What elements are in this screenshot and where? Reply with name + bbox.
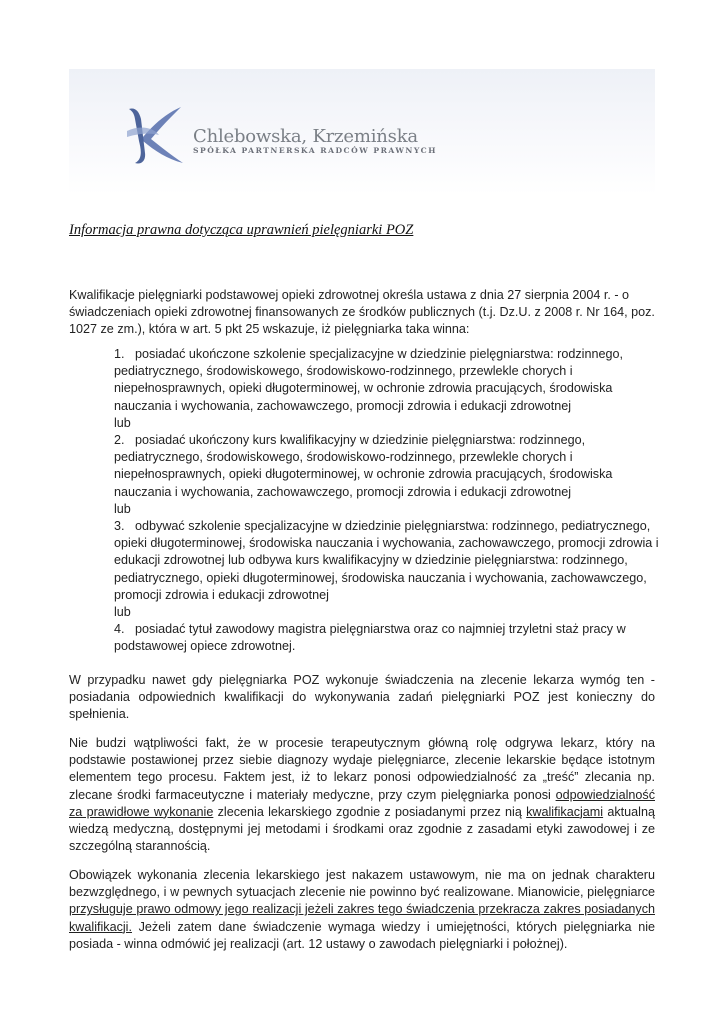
paragraph-text: Nie budzi wątpliwości fakt, że w procesie terapeutycznym główną rolę odgrywa lekarz, który na podstawie postawionej przez siebie diagnozy wydaje pielęgniarce, zlecenie lekarskie będące istotnym elementem tego procesu. Faktem jest, iż to lekarz ponosi odpowiedzialność za „treść” zlecania np. zlecane środki farmaceutyczne i materiały medyczne, przy czym pielęgniarka ponosi bbox=[69, 736, 655, 802]
paragraph-physician-role bbox=[69, 735, 655, 855]
list-item-number: 2. bbox=[114, 433, 125, 448]
list-item-text: posiadać ukończone szkolenie specjalizacyjne w dziedzinie pielęgniarstwa: rodzinnego, pediatrycznego, środowiskowego, środowiskowo-rodzinnego, przewlekle chorych i niepełnosprawnych, opieki długoterminowej, w ochronie zdrowia pracujących, środowiska nauczania i wychowania, zachowawczego, promocji zdrowia i edukacji zdrowotnej bbox=[114, 347, 623, 413]
underlined-text: przysługuje prawo odmowy jego realizacji jeżeli zakres tego świadczenia przekracza zakres posiadanych kwalifikacji. bbox=[69, 902, 655, 934]
list-item bbox=[114, 346, 659, 415]
paragraph-qualifications-required: W przypadku nawet gdy pielęgniarka POZ wykonuje świadczenia na zlecenie lekarza wymóg ten - posiadania odpowiednich kwalifikacji do wykonywania zadań pielęgniarki POZ jest konieczny do spełnienia. bbox=[69, 673, 655, 722]
firm-name: Chlebowska, Krzemińska bbox=[193, 126, 418, 147]
stylized-k-logo-icon bbox=[119, 101, 189, 171]
paragraph-text: zlecenia lekarskiego zgodnie z posiadanymi przez nią bbox=[213, 804, 527, 819]
header-banner bbox=[69, 69, 655, 195]
paragraph-text: aktualną wiedzą medyczną, dostępnymi jej metodami i środkami oraz zgodnie z zasadami etyki zawodowej i ze szczególną starannością. bbox=[69, 804, 655, 854]
document-title: Informacja prawna dotycząca uprawnień pielęgniarki POZ bbox=[69, 222, 414, 238]
list-item-text: posiadać tytuł zawodowy magistra pielęgniarstwa oraz co najmniej trzyletni staż pracy w podstawowej opiece zdrowotnej. bbox=[114, 622, 626, 654]
list-item-text: odbywać szkolenie specjalizacyjne w dziedzinie pielęgniarstwa: rodzinnego, pediatrycznego, opieki długoterminowej, środowiska nauczania i wychowania, zachowawczego, promocji zdrowia i edukacji zdrowotnej lub odbywa kurs kwalifikacyjny w dziedzinie pielęgniarstwa: rodzinnego, pediatrycznego, opieki długoterminowej, środowiska nauczania i wychowania, zachowawczego, promocji zdrowia i edukacji zdrowotnej bbox=[114, 519, 659, 602]
list-item bbox=[114, 432, 659, 501]
requirements-list bbox=[114, 346, 659, 656]
list-item-text: posiadać ukończony kurs kwalifikacyjny w dziedzinie pielęgniarstwa: rodzinnego, pediatrycznego, środowiskowego, środowiskowo-rodzinnego, przewlekle chorych i niepełnosprawnych, opieki długoterminowej, w ochronie zdrowia pracujących, środowiska nauczania i wychowania, zachowawczego, promocji zdrowia i edukacji zdrowotnej bbox=[114, 433, 613, 499]
paragraph-text: Obowiązek wykonania zlecenia lekarskiego jest nakazem ustawowym, nie ma on jednak charakteru bezwzględnego, i w pewnych sytuacjach zlecenie nie powinno być realizowane. Mianowicie, pielęgniarce bbox=[69, 868, 655, 900]
list-item-number: 3. bbox=[114, 519, 125, 534]
list-item-number: 1. bbox=[114, 347, 125, 361]
paragraph-text: Jeżeli zatem dane świadczenie wymaga wiedzy i umiejętności, których pielęgniarka nie posiada - winna odmówić jej realizacji (art. 12 ustawy o zawodach pielęgniarki i położnej). bbox=[69, 919, 655, 951]
intro-paragraph: Kwalifikacje pielęgniarki podstawowej opieki zdrowotnej określa ustawa z dnia 27 sierpnia 2004 r. - o świadczeniach opieki zdrowotnej finansowanych ze środków publicznych (t.j. Dz.U. z 2008 r. Nr 164, poz. 1027 ze zm.), która w art. 5 pkt 25 wskazuje, iż pielęgniarka taka winna: bbox=[69, 288, 655, 337]
firm-subtitle: SPÓŁKA PARTNERSKA RADCÓW PRAWNYCH bbox=[193, 146, 437, 155]
list-connector: lub bbox=[114, 501, 131, 516]
list-item bbox=[114, 518, 659, 604]
underlined-text: odpowiedzialność za prawidłowe wykonanie bbox=[69, 787, 655, 819]
paragraph-right-to-refuse bbox=[69, 867, 655, 953]
list-item bbox=[114, 621, 659, 655]
list-connector: lub bbox=[114, 605, 131, 620]
list-connector: lub bbox=[114, 415, 131, 430]
list-item-number: 4. bbox=[114, 622, 125, 637]
underlined-text: kwalifikacjami bbox=[526, 804, 604, 819]
